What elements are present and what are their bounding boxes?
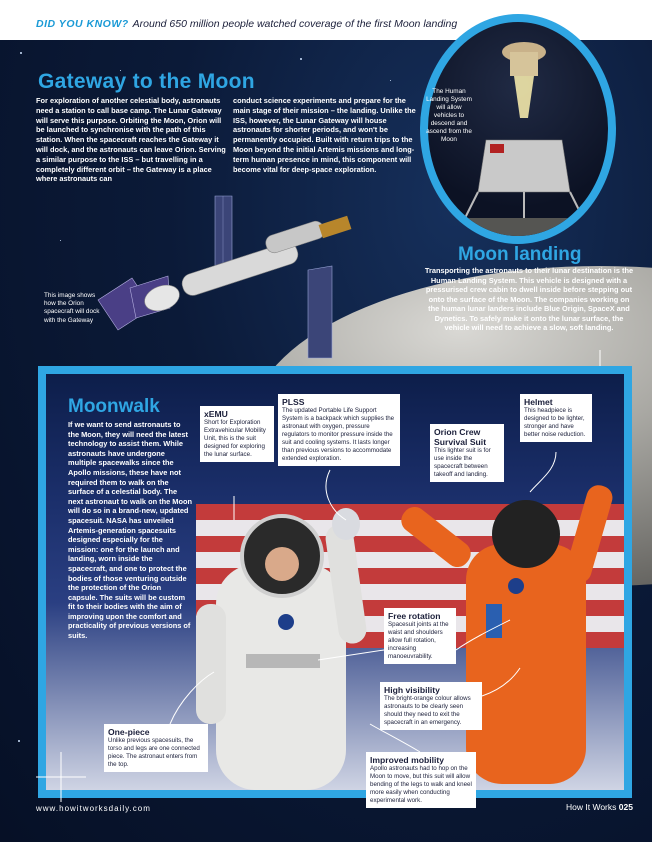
- callout-orion-suit-title: Orion Crew Survival Suit: [434, 427, 487, 447]
- callout-plss-text: The updated Portable Life Support System is a backpack which supplies the astronaut with oxygen, pressure regulators to monitor pressure inside the suit and cooling systems. It lasts longer than previous versions to accommodate extended exploration.: [282, 407, 395, 462]
- footer-page-info: [566, 802, 633, 812]
- callout-free-rotation-title: Free rotation: [388, 611, 441, 621]
- gateway-body-column-1: For exploration of another celestial body, astronauts need a station to call base camp. The Lunar Gateway will serve this purpose. Orbiting the Moon, Orion will be launched to synchronise with the path of this station. When the spacecraft reaches the Gateway it will dock, and the astronauts can leave Orion. Serving a similar purpose to the ISS – but travelling in a completely different orbit – the Gateway is a place where astronauts can: [36, 96, 226, 184]
- callout-helmet-title: Helmet: [524, 397, 553, 407]
- callout-high-visibility-text: The bright-orange colour allows astronauts to be clearly seen should they need to exit the spacecraft in an emergency.: [384, 695, 471, 726]
- callout-orion-suit-text: This lighter suit is for use inside the spacecraft between takeoff and landing.: [434, 447, 491, 478]
- callout-improved-mobility-title: Improved mobility: [370, 755, 445, 765]
- moon-landing-image-caption: The Human Landing System will allow vehicles to descend and ascend from the Moon: [426, 88, 472, 143]
- callout-helmet-text: This headpiece is designed to be lighter, stronger and have better noise reduction.: [524, 407, 586, 438]
- callout-xemu-title: xEMU: [204, 409, 228, 419]
- footer-website: www.howitworksdaily.com: [36, 804, 151, 813]
- sparkle-icon: [36, 752, 86, 802]
- callout-one-piece-text: Unlike previous spacesuits, the torso and legs are one connected piece. The astronaut enters from the top.: [108, 737, 200, 768]
- gateway-image-caption: This image shows how the Orion spacecraft will dock with the Gateway: [44, 292, 100, 324]
- gateway-body-column-2: conduct science experiments and prepare for the main stage of their mission – the landing. Unlike the ISS, however, the Lunar Gateway will house astronauts for shorter periods, and won't be permanently occupied. Built with return trips to the Moon beyond the initial Artemis missions and long-term human presence in mind, this component will become vital for deep-space exploration.: [233, 96, 416, 174]
- did-you-know-text: Around 650 million people watched coverage of the first Moon landing: [132, 18, 458, 30]
- callout-improved-mobility-text: Apollo astronauts had to hop on the Moon to move, but this suit will allow bending of the legs to walk and kneel more easily when conducting experimental work.: [370, 765, 472, 804]
- callout-plss-title: PLSS: [282, 397, 305, 407]
- moonwalk-title: Moonwalk: [68, 396, 160, 417]
- callout-high-visibility-title: High visibility: [384, 685, 440, 695]
- footer-magazine-name: How It Works: [566, 802, 617, 812]
- moon-landing-body: Transporting the astronauts to their lunar destination is the Human Landing System. This vehicle is designed with a pressurised crew cabin to dwell inside before stepping out onto the surface of the Moon. The companies working on the human lunar landers include Blue Origin, SpaceX and Dynetics. To safely make it onto the lunar surface, the vehicle will need to achieve a slow, soft landing.: [424, 266, 634, 332]
- gateway-title: Gateway to the Moon: [38, 70, 255, 93]
- callout-xemu-text: Short for Exploration Extravehicular Mobility Unit, this is the suit designed for exploring the lunar surface.: [204, 419, 266, 458]
- footer-page-number: 025: [618, 802, 633, 812]
- did-you-know-kicker: DID YOU KNOW?: [36, 18, 129, 30]
- moonwalk-body: If we want to send astronauts to the Moon, they will need the latest technology to assist them. While astronauts have undergone multiple spacewalks since the Apollo missions, these have not required them to walk on the surface of a celestial body. The next astronaut to walk on the Moon will do so in a brand-new, updated spacesuit. NASA has unveiled Artemis-generation spacesuits designed especially for the mission: one for the launch and landing, worn inside the spacecraft, and one to protect the bodies of those venturing outside the protection of the Orion capsule. The suits will be custom fit to their bodies with the aim of improving upon the comfort and practicality of previous versions of suits.: [68, 420, 193, 641]
- callout-free-rotation-text: Spacesuit joints at the waist and shoulders allow full rotation, increasing manoeuvrability.: [388, 621, 449, 660]
- moon-landing-title: Moon landing: [458, 244, 582, 265]
- callout-one-piece-title: One-piece: [108, 727, 150, 737]
